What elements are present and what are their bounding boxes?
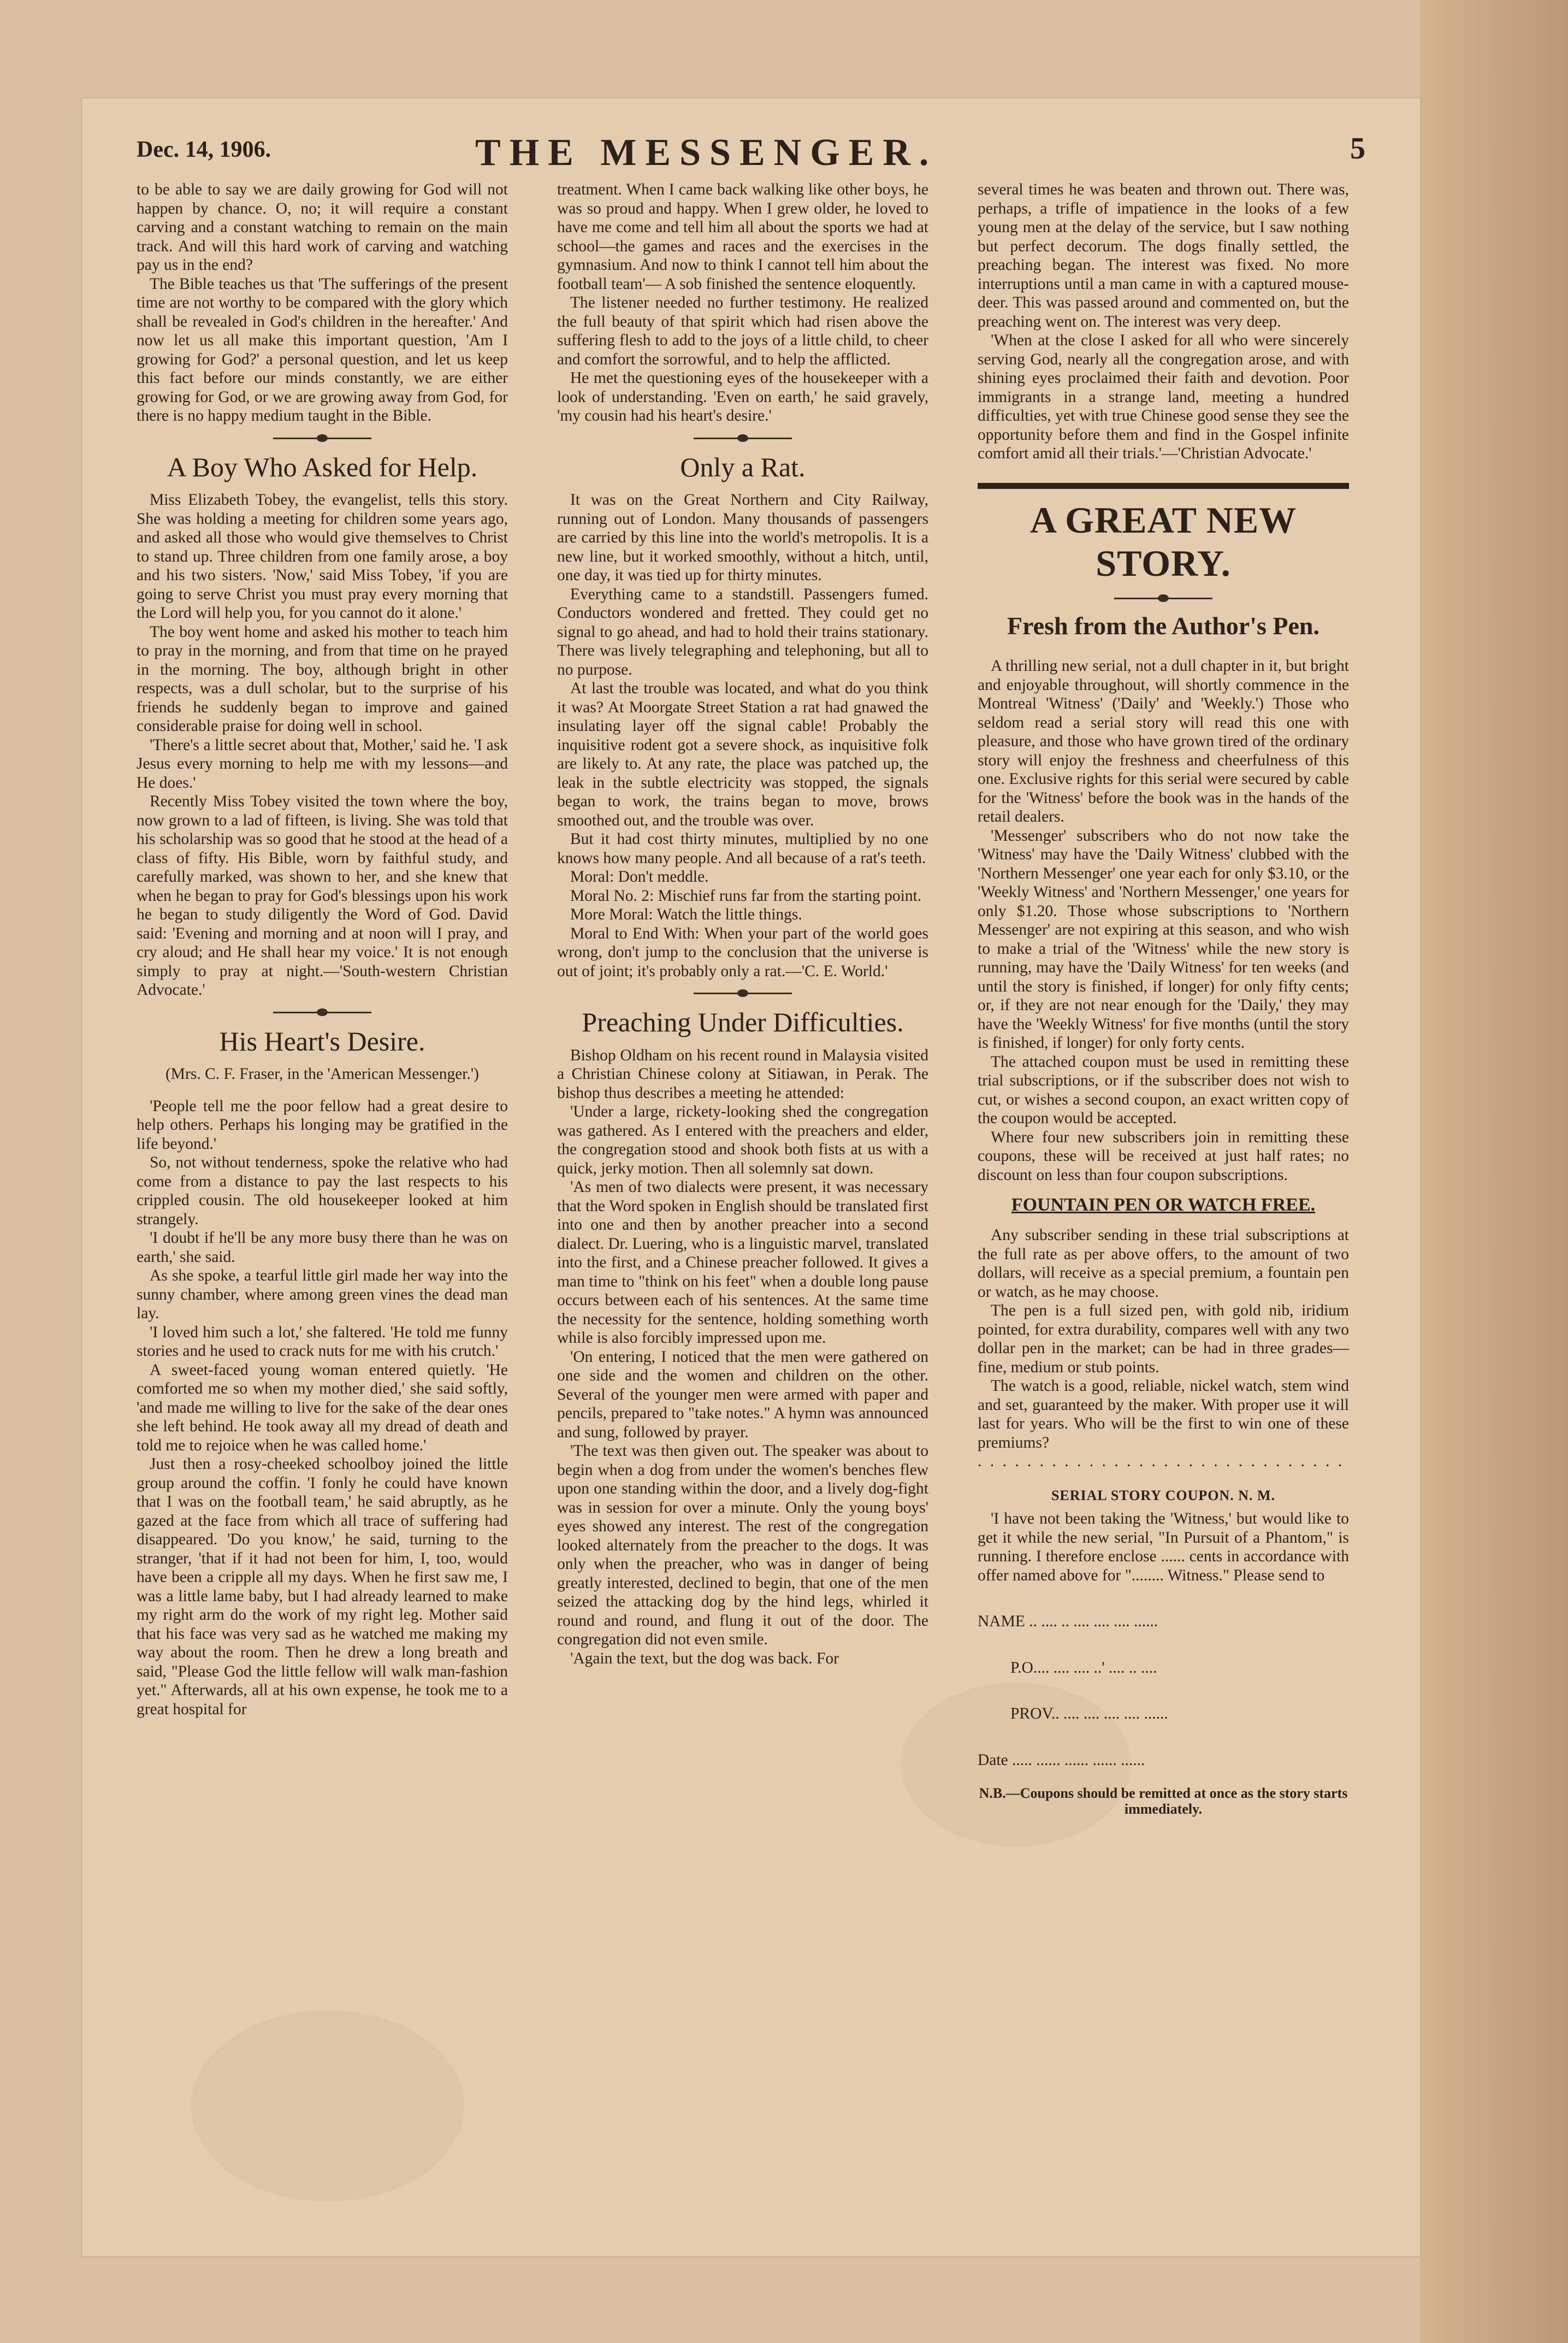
paragraph: several times he was beaten and thrown out. There was, perhaps, a trifle of impatience in the looks of a few young men at the delay of the service, but I saw nothing but perfect decorum. The dogs finally settled, the preaching began. The interest was fixed. No more interruptions until a man came in with a captured mouse-deer. This was passed around and commented on, but the preaching went on. The interest was very deep.: [978, 181, 1349, 331]
paragraph: But it had cost thirty minutes, multiplied by no one knows how many people. And all because of a rat's teeth.: [557, 830, 928, 867]
paragraph: More Moral: Watch the little things.: [570, 906, 802, 923]
paragraph: to be able to say we are daily growing for God will not happen by chance. O, no; it will require a constant carving and a constant watching to remain on the main track. And will this hard work of carving and watching pay us in the end?: [137, 181, 508, 274]
article-title-rat: Only a Rat.: [680, 451, 806, 482]
paper-stain: [191, 2010, 464, 2202]
divider: [273, 1012, 371, 1013]
masthead: [137, 120, 1365, 180]
coupon-po-line: P.O.... .... .... ..' .... .. ....: [1010, 1659, 1157, 1677]
divider: [694, 438, 792, 439]
paragraph: Bishop Oldham on his recent round in Malaysia visited a Christian Chinese colony at Sitiawan, in Perak. The bishop thus describes a meeting he attended:: [557, 1046, 928, 1102]
coupon-date-line: Date ..... ...... ...... ...... ......: [978, 1751, 1145, 1769]
paragraph: Moral No. 2: Mischief runs far from the starting point.: [570, 887, 922, 905]
paragraph: The boy went home and asked his mother to teach him to pray in the morning, and from that time on he prayed in the morning. The boy, although bright in other respects, was a dull scholar, but to the surprise of his friends he suddenly began to improve and gained considerable praise for doing well in school.: [137, 623, 508, 735]
advert-subtitle: Fresh from the Author's Pen.: [1007, 611, 1320, 640]
advert-title: A GREAT NEW STORY.: [1029, 499, 1297, 585]
paragraph: 'The text was then given out. The speaker was about to begin when a dog from under the women's benches flew upon one standing within the door, and a lively dog-fight was in session for over a minute. Only the young boys' eyes showed any interest. The rest of the congregation looked alternately from the preacher to the dogs. It was only when the preacher, who was in danger of being greatly interested, declined to begin, that one of the men seized the attacking dog by the hind legs, whirled it round and round, and flung it out of the door. The congregation did not even smile.: [557, 1442, 928, 1648]
dotted-separator: . . . . . . . . . . . . . . . . . . . . . . . . . . . . . .: [978, 1453, 1345, 1471]
paragraph: The watch is a good, reliable, nickel watch, stem wind and set, guaranteed by the maker. With proper use it will last for years. Who will be the first to win one of these premiums?: [978, 1377, 1349, 1451]
paragraph: Where four new subscribers join in remitting these coupons, these will be received at just half rates; no discount on less than four coupon subscriptions.: [978, 1128, 1349, 1184]
divider: [1114, 598, 1212, 599]
page-number: 5: [1350, 132, 1365, 166]
paragraph: A sweet-faced young woman entered quietly. 'He comforted me so when my mother died,' she said softly, 'and made me willing to live for the sake of the dear ones she left behind. He took away all my dread of death and told me to rejoice when he was called home.': [137, 1361, 508, 1454]
article-title-boy: A Boy Who Asked for Help.: [167, 451, 478, 482]
byline: (Mrs. C. F. Fraser, in the 'American Messenger.'): [165, 1065, 480, 1083]
paragraph: 'People tell me the poor fellow had a great desire to help others. Perhaps his longing may be gratified in the life beyond.': [137, 1097, 508, 1153]
paragraph: 'When at the close I asked for all who were sincerely serving God, nearly all the congregation arose, and with shining eyes proclaimed their faith and devotion. Poor immigrants in a strange land, meeting a hundred difficulties, yet with true Chinese good sense they see the opportunity before them and find in the Gospel infinite comfort amid all their trials.'—'Christian Advocate.': [978, 332, 1349, 462]
paragraph: He met the questioning eyes of the housekeeper with a look of understanding. 'Even on earth,' he said gravely, 'my cousin had his heart's desire.': [557, 369, 928, 424]
coupon-text: 'I have not been taking the 'Witness,' but would like to get it while the new serial, "In Pursuit of a Phantom," is running. I therefore enclose ...... cents in accordance with offer named above for "........ Witness." Please send to: [978, 1510, 1349, 1584]
newspaper-page: [82, 98, 1420, 2256]
paragraph: Recently Miss Tobey visited the town where the boy, now grown to a lad of fifteen, is living. She was told that his scholarship was so good that he stood at the head of a class of fifty. His Bible, worn by faithful study, and carefully marked, was shown to her, and she knew that when he began to pray for God's blessings upon his work he began to study diligently the Word of God. David said: 'Evening and morning and at noon will I pray, and cry aloud; and He shall hear my voice.' It is not enough simply to pray at night.—'South-western Christian Advocate.': [137, 793, 508, 999]
paragraph: At last the trouble was located, and what do you think it was? At Moorgate Street Station a rat had gnawed the insulating layer off the signal cable! Probably the inquisitive rodent got a severe shock, as inquisitive folk are likely to. At any rate, the place was patched up, the leak in the subtle electricity was stopped, the signals began to work, the trains began to move, brows smoothed out, and the trouble was over.: [557, 680, 928, 829]
coupon-name-line: NAME .. .... .. .... .... .... ......: [978, 1613, 1158, 1631]
divider: [694, 993, 792, 994]
column-2: [557, 180, 928, 1668]
coupon-note: N.B.—Coupons should be remitted at once as the story starts immediately.: [979, 1785, 1348, 1817]
divider: [273, 438, 371, 439]
paragraph: 'Under a large, rickety-looking shed the congregation was gathered. As I entered with the preachers and elder, the congregation stood and shook both fists at us with a quick, jerky motion. Then all solemnly sat down.: [557, 1103, 928, 1177]
paragraph: A thrilling new serial, not a dull chapter in it, but bright and enjoyable throughout, will shortly commence in the Montreal 'Witness' ('Daily' and 'Weekly.') Those who seldom read a serial story will read this one with pleasure, and those who have grown tired of the ordinary story will enjoy the freshness and cheerfulness of this one. Exclusive rights for this serial were secured by cable for the 'Witness' before the book was in the hands of the retail dealers.: [978, 657, 1349, 826]
paragraph: treatment. When I came back walking like other boys, he was so proud and happy. When I grew older, he loved to have me come and tell him all about the sports we had at school—the games and races and the exercises in the gymnasium. And now to think I cannot tell him about the football team'— A sob finished the sentence eloquently.: [557, 181, 928, 293]
paragraph: It was on the Great Northern and City Railway, running out of London. Many thousands of passengers are carried by this line into the world's metropolis. It is a new line, but it worked smoothly, without a hitch, until, one day, it was tied up for thirty minutes.: [557, 491, 928, 584]
column-3: [978, 180, 1349, 1817]
paragraph: Just then a rosy-cheeked schoolboy joined the little group around the coffin. 'I fonly he could have known that I was on the football team,' he said abruptly, as he gazed at the face from which all trace of suffering had disappeared. 'Do you know,' he said, turning to the stranger, 'that if it had not been for him, I, too, would have been a cripple all my days. When he first saw me, I was a little lame baby, but I had already learned to make my right arm do the work of my right leg. Mother said that his face was very sad as he watched me making my way about the room. Then he drew a long breath and said, "Please God the little fellow will walk man-fashion yet." Afterwards, all at his own expense, he took me to a great hospital for: [137, 1455, 508, 1718]
paragraph: The attached coupon must be used in remitting these trial subscriptions, or if the subscriber does not wish to cut, or wishes a second coupon, an exact written copy of the coupon would be accepted.: [978, 1053, 1349, 1128]
paragraph: As she spoke, a tearful little girl made her way into the sunny chamber, where among green vines the dead man lay.: [137, 1267, 508, 1322]
paragraph: 'On entering, I noticed that the men were gathered on one side and the women and children on the other. Several of the younger men were armed with paper and pencils, prepared to "take notes." A hymn was announced and sung, followed by prayer.: [557, 1348, 928, 1441]
column-1: [137, 180, 508, 1719]
paragraph: The listener needed no further testimony. He realized the full beauty of that spirit which had risen above the suffering flesh to add to the joys of a little child, to cheer and comfort the sorrowful, and to help the afflicted.: [557, 294, 928, 368]
paragraph: 'As men of two dialects were present, it was necessary that the Word spoken in English should be translated first into one and then by another preacher into a second dialect. Dr. Luering, who is a linguistic marvel, translated into the first, and a Chinese preacher followed. It gives a man time to "think on his feet" when a double long pause occurs between each of his sentences. At the same time the necessity for the sentence, holding something worth while is also forcibly impressed upon me.: [557, 1178, 928, 1347]
page-edge: [1420, 0, 1568, 2343]
paragraph: Any subscriber sending in these trial subscriptions at the full rate as per above offers, to the amount of two dollars, will receive as a special premium, a fountain pen or watch, as he may choose.: [978, 1226, 1349, 1301]
paragraph: 'Again the text, but the dog was back. For: [570, 1649, 839, 1667]
paragraph: 'I doubt if he'll be any more busy there than he was on earth,' she said.: [137, 1229, 508, 1266]
fountain-pen-heading: FOUNTAIN PEN OR WATCH FREE.: [1011, 1195, 1316, 1215]
issue-date: Dec. 14, 1906.: [137, 137, 271, 162]
paragraph: Moral to End With: When your part of the world goes wrong, don't jump to the conclusion that the universe is out of joint; it's probably only a rat.—'C. E. World.': [557, 924, 928, 980]
newspaper-title: THE MESSENGER.: [475, 132, 938, 174]
paragraph: The Bible teaches us that 'The sufferings of the present time are not worthy to be compared with the glory which shall be revealed in God's children in the hereafter.' And now let us all make this important question, 'Am I growing for God?' a personal question, and let us keep this fact before our minds constantly, we are either growing for God, or we are growing away from God, for there is no happy medium taught in the Bible.: [137, 275, 508, 424]
paragraph: Miss Elizabeth Tobey, the evangelist, tells this story. She was holding a meeting for children some years ago, and asked all those who would give themselves to Christ to stand up. Three children from one family arose, a boy and his two sisters. 'Now,' said Miss Tobey, 'if you are going to serve Christ you must pray every morning that the Lord will help you, for you cannot do it alone.': [137, 491, 508, 622]
paragraph: 'There's a little secret about that, Mother,' said he. 'I ask Jesus every morning to help me with my lessons—and He does.': [137, 736, 508, 792]
coupon-prov-line: PROV.. .... .... .... .... ......: [1010, 1705, 1168, 1723]
article-title-preaching: Preaching Under Difficulties.: [582, 1007, 904, 1037]
paragraph: The pen is a full sized pen, with gold nib, iridium pointed, for extra durability, compares well with any two dollar pen in the market; can be had in three grades—fine, medium or stub points.: [978, 1302, 1349, 1376]
section-rule: [978, 483, 1349, 489]
paragraph: 'Messenger' subscribers who do not now take the 'Witness' may have the 'Daily Witness' clubbed with the 'Northern Messenger' one year each for only $3.10, or the 'Weekly Witness' and 'Northern Messenger,' one years for only $1.20. Those whose subscriptions to 'Northern Messenger' are not expiring at this season, and who wish to make a trial of the 'Witness' while the new story is running, may have the 'Daily Witness' for ten weeks (and until the story is finished, if longer) for only fifty cents; or, if they are not near enough for the 'Daily,' they may have the 'Weekly Witness' for five months (until the story is finished, if longer) for only forty cents.: [978, 827, 1349, 1052]
coupon-title: SERIAL STORY COUPON. N. M.: [1051, 1487, 1276, 1503]
paragraph: Everything came to a standstill. Passengers fumed. Conductors wondered and fretted. They could get no signal to go ahead, and had to hold their trains stationary. There was lively telegraphing and telephoning, but all to no purpose.: [557, 585, 928, 678]
paragraph: So, not without tenderness, spoke the relative who had come from a distance to pay the last respects to his crippled cousin. The old housekeeper looked at him strangely.: [137, 1154, 508, 1228]
paragraph: 'I loved him such a lot,' she faltered. 'He told me funny stories and he used to crack nuts for me with his crutch.': [137, 1323, 508, 1360]
article-title-heart: His Heart's Desire.: [219, 1025, 425, 1057]
paragraph: Moral: Don't meddle.: [570, 868, 709, 886]
